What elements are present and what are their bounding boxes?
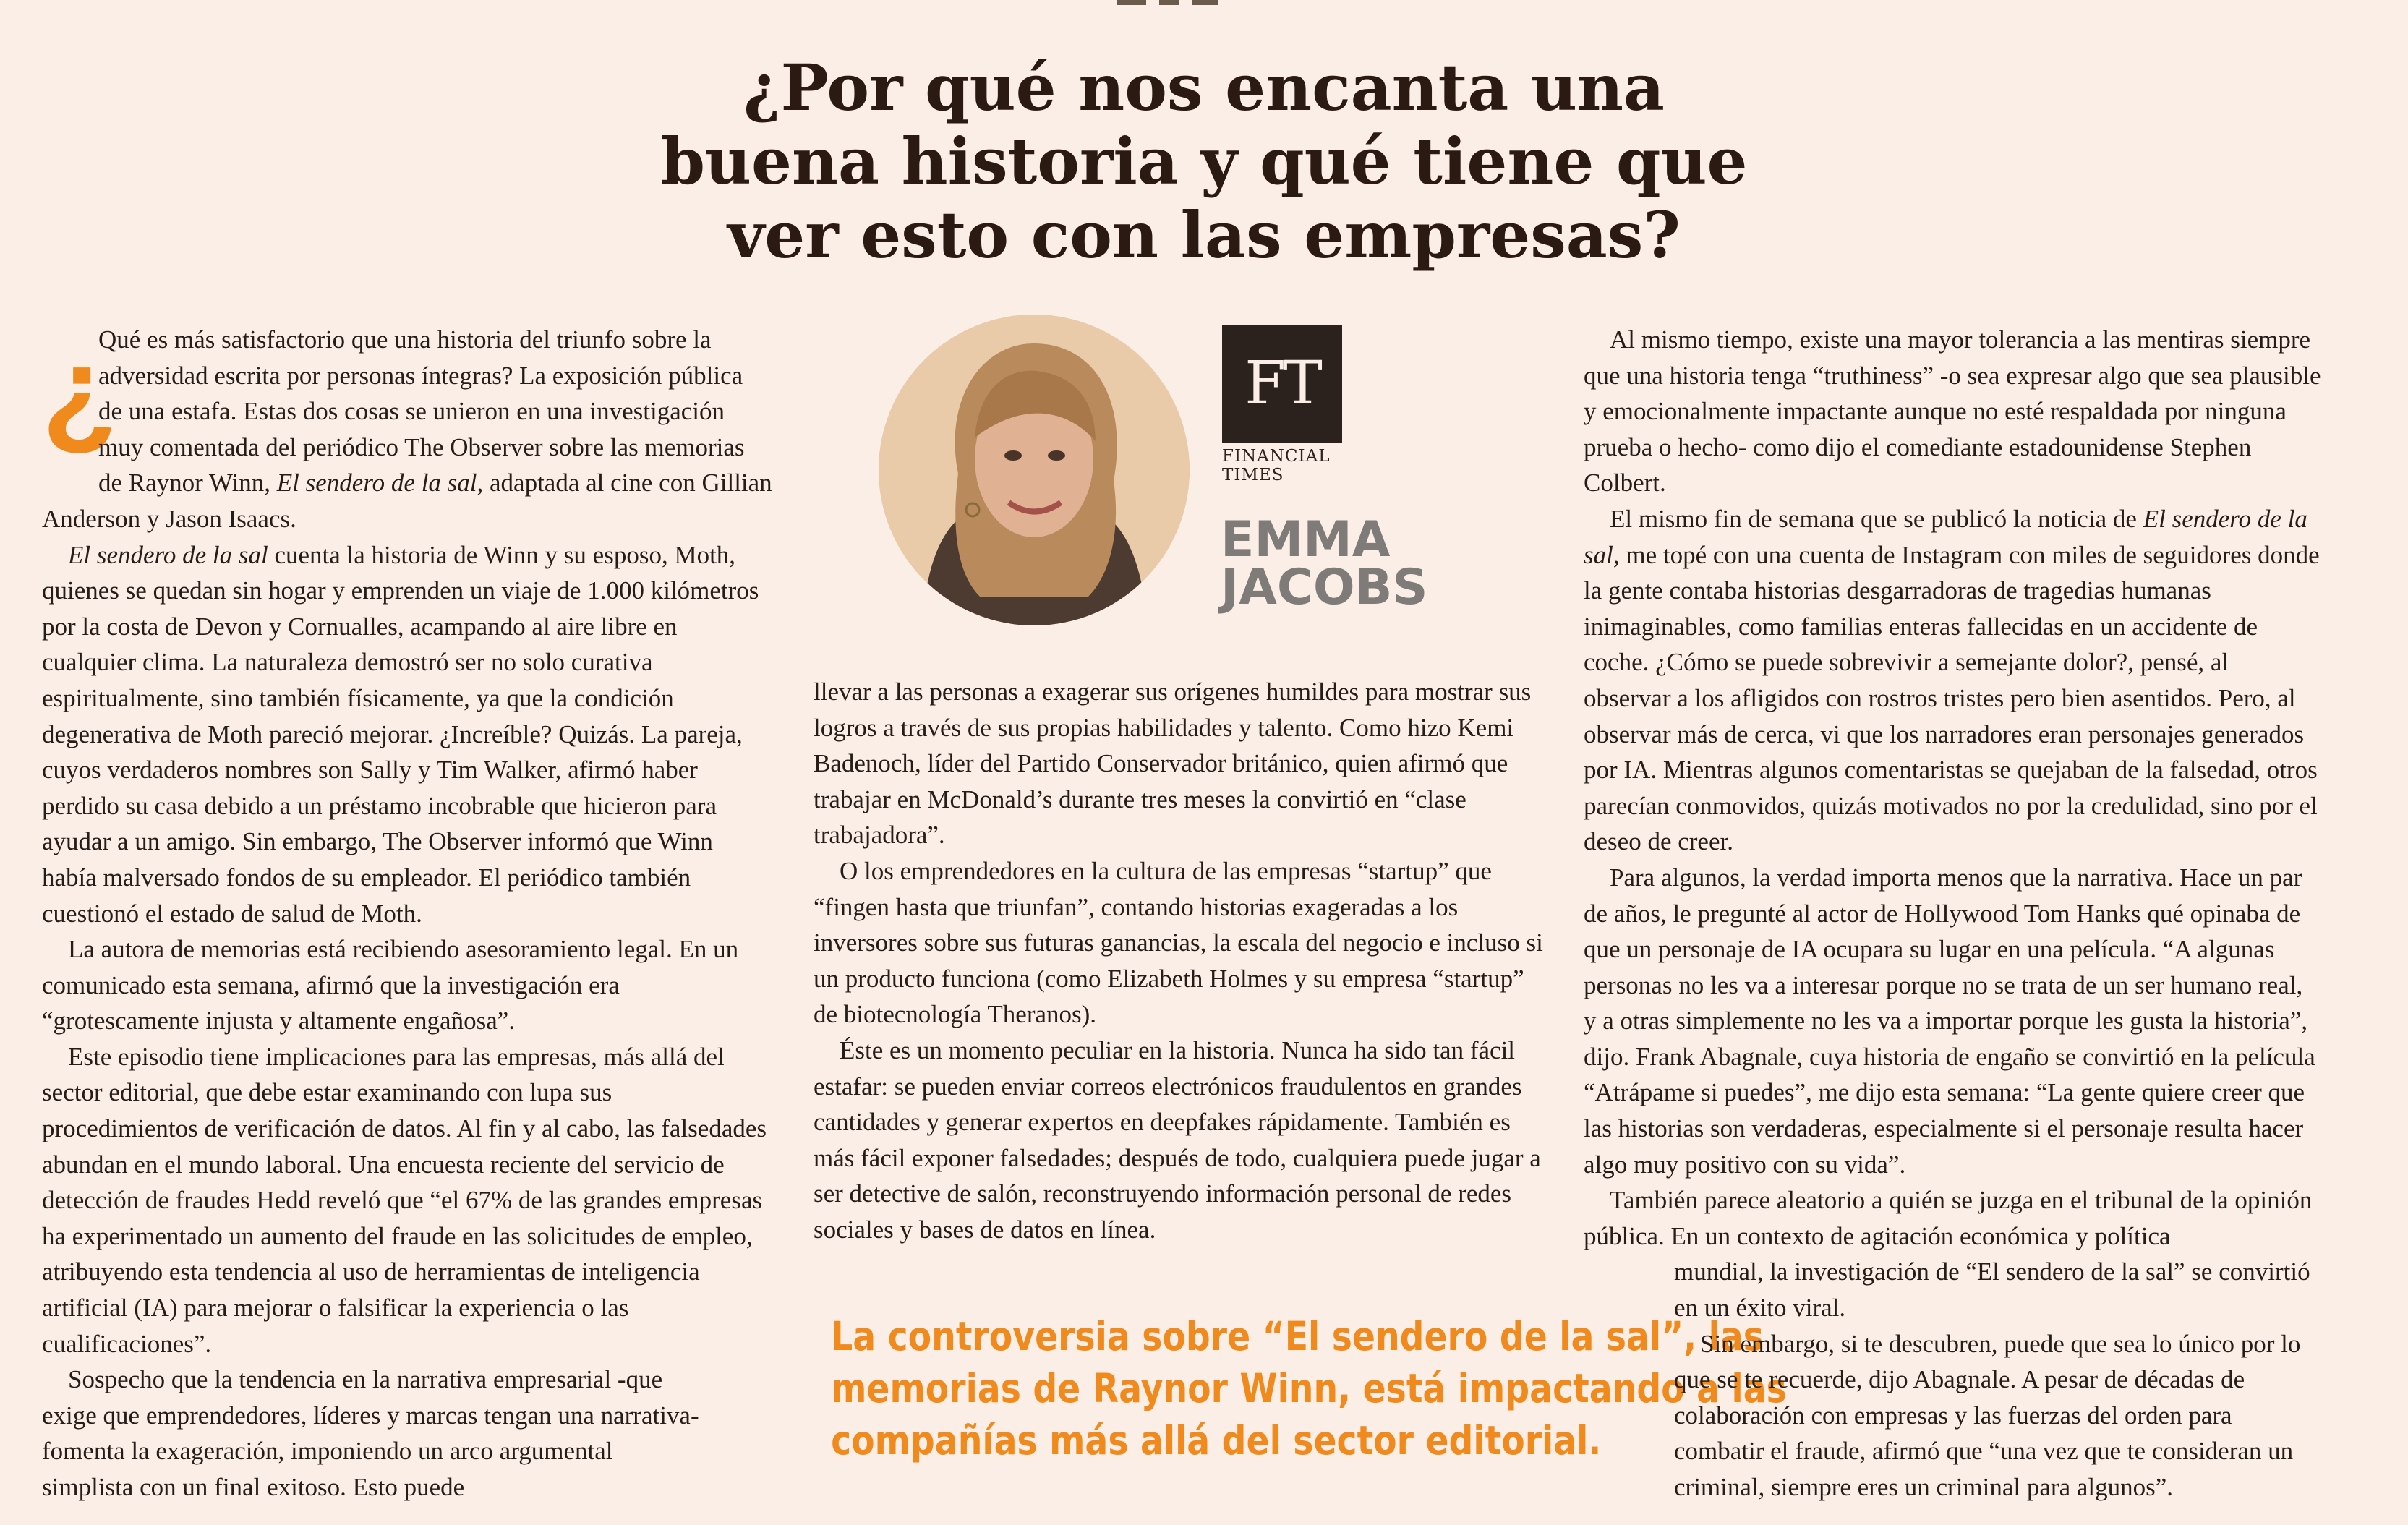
article-column-2 xyxy=(814,674,1544,1248)
paragraph: Sin embargo, si te descubren, puede que sea lo único por lo que se te recuerde, dijo Abagnale. A pesar de décadas de colaboración con empresas y las fuerzas del orden para combatir el fraude, afirmó que “una vez que te consideran un criminal, siempre eres un criminal para algunos”. xyxy=(1674,1329,2301,1501)
paragraph: mundial, la investigación de “El sendero de la sal” se convirtió en un éxito viral. xyxy=(1674,1257,2310,1323)
pull-quote-line: La controversia sobre “El sendero de la sal”, las xyxy=(831,1313,1764,1359)
article-title xyxy=(636,51,1772,272)
author-name: EMMA JACOBS xyxy=(1221,511,1428,616)
pull-quote-line: memorias de Raynor Winn, está impactando a las xyxy=(831,1365,1787,1411)
paragraph: También parece aleatorio a quién se juzga en el tribunal de la opinión pública. En un contexto de agitación económica y política xyxy=(1584,1186,2313,1250)
paragraph: Este episodio tiene implicaciones para las empresas, más allá del sector editorial, que debe estar examinando con lupa sus procedimientos de verificación de datos. Al fin y al cabo, las falsedades abundan en el mundo laboral. Una encuesta reciente del servicio de detección de fraudes Hedd reveló que “el 67% de las grandes empresas ha experimentado un aumento del fraude en las solicitudes de empleo, atribuyendo esta tendencia al uso de herramientas de inteligencia artificial (IA) para mejorar o falsificar la experiencia o las cualificaciones”. xyxy=(42,1042,767,1358)
paragraph: llevar a las personas a exagerar sus orígenes humildes para mostrar sus logros a través de sus propias habilidades y talento. Como hizo Kemi Badenoch, líder del Partido Conservador británico, quien afirmó que trabajar en McDonald’s durante tres meses la convirtió en “clase trabajadora”. xyxy=(814,678,1532,850)
paragraph: O los emprendedores en la cultura de las empresas “startup” que “fingen hasta que triunfan”, contando historias exageradas a los inversores sobre sus futuras ganancias, la escala del negocio e incluso si un producto funciona (como Elizabeth Holmes y su empresa “startup” de biotecnología Theranos). xyxy=(814,856,1543,1029)
paragraph: Al mismo tiempo, existe una mayor tolerancia a las mentiras siempre que una historia tenga “truthiness” -o sea expresar algo que sea plausible y emocionalmente impactante aunque no esté respaldada por ninguna prueba o hecho- como dijo el comediante estadounidense Stephen Colbert. xyxy=(1584,325,2321,497)
title-line: ver esto con las empresas? xyxy=(727,197,1681,273)
paragraph: Sospecho que la tendencia en la narrativa empresarial -que exige que emprendedores, líderes y marcas tengan una narrativa- fomenta la exageración, imponiendo un arco argumental simplista con un final exitoso. Esto puede xyxy=(42,1365,699,1501)
article-column-1 xyxy=(42,322,772,1505)
paragraph: La autora de memorias está recibiendo asesoramiento legal. En un comunicado esta semana, afirmó que la investigación era “grotescamente injusta y altamente engañosa”. xyxy=(42,935,739,1035)
title-line: buena historia y qué tiene que xyxy=(660,124,1748,199)
paragraph: Éste es un momento peculiar en la historia. Nunca ha sido tan fácil estafar: se pueden enviar correos electrónicos fraudulentos en grandes cantidades y generar expertos en deepfakes rápidamente. También es más fácil exponer falsedades; después de todo, cualquiera puede jugar a ser detective de salón, reconstruyendo información personal de redes sociales y bases de datos en línea. xyxy=(814,1035,1541,1244)
pull-quote-line: compañías más allá del sector editorial. xyxy=(831,1417,1602,1464)
pull-quote xyxy=(831,1310,1787,1466)
paragraph: Para algunos, la verdad importa menos que la narrativa. Hace un par de años, le pregunté al actor de Hollywood Tom Hanks qué opinaba de que un personaje de IA ocupara su lugar en una película. “A algunas personas no les va a interesar porque no se trata de un ser humano real, y a otras simplemente no les va a importar porque les gusta la historia”, dijo. Frank Abagnale, cuya historia de engaño se convirtió en la película “Atrápame si puedes”, me dijo esta semana: “La gente quiere creer que las historias son verdaderas, especialmente si el personaje resulta hacer algo muy positivo con su vida”. xyxy=(1584,863,2315,1179)
ft-wordmark: FINANCIAL TIMES xyxy=(1222,447,1331,484)
paragraph: El sendero de la sal cuenta la historia de Winn y su esposo, Moth, quienes se quedan sin hogar y emprenden un viaje de 1.000 kilómetros por la costa de Devon y Cornualles, acampando al aire libre en cualquier clima. La naturaleza demostró ser no solo curativa espiritualmente, sino también físicamente, ya que la condición degenerativa de Moth pareció mejorar. ¿Increíble? Quizás. La pareja, cuyos verdaderos nombres son Sally y Tim Walker, afirmó haber perdido su casa debido a un préstamo incobrable que hicieron para ayudar a un amigo. Sin embargo, The Observer informó que Winn había malversado fondos de su empleador. El periódico también cuestionó el estado de salud de Moth. xyxy=(42,540,759,928)
title-line: ¿Por qué nos encanta una xyxy=(743,50,1665,125)
ft-logo: FT xyxy=(1222,325,1342,443)
portrait-illustration xyxy=(879,315,1190,625)
page-top-mark xyxy=(1117,0,1218,7)
article-column-3 xyxy=(1584,322,2321,1505)
paragraph: El mismo fin de semana que se publicó la noticia de El sendero de la sal, me topé con una cuenta de Instagram con miles de seguidores donde la gente contaba historias desgarradoras de tragedias humanas inimaginables, como familias enteras fallecidas en un accidente de coche. ¿Cómo se puede sobrevivir a semejante dolor?, pensé, al observar a los afligidos con rostros tristes pero bien asentidos. Pero, al observar más de cerca, vi que los narradores eran personajes generados por IA. Mientras algunos comentaristas se quejaban de la falsedad, otros parecían conmovidos, quizás motivados no por la credulidad, sino por el deseo de creer. xyxy=(1584,504,2320,856)
paragraph: ¿ Qué es más satisfactorio que una historia del triunfo sobre la adversidad escrita por personas íntegras? La exposición pública de una estafa. Estas dos cosas se unieron en una investigación muy comentada del periódico The Observer sobre las memorias de Raynor Winn, El sendero de la sal, adaptada al cine con Gillian Anderson y Jason Isaacs. xyxy=(42,322,772,533)
drop-cap: ¿ xyxy=(42,322,117,459)
author-portrait xyxy=(879,315,1190,625)
